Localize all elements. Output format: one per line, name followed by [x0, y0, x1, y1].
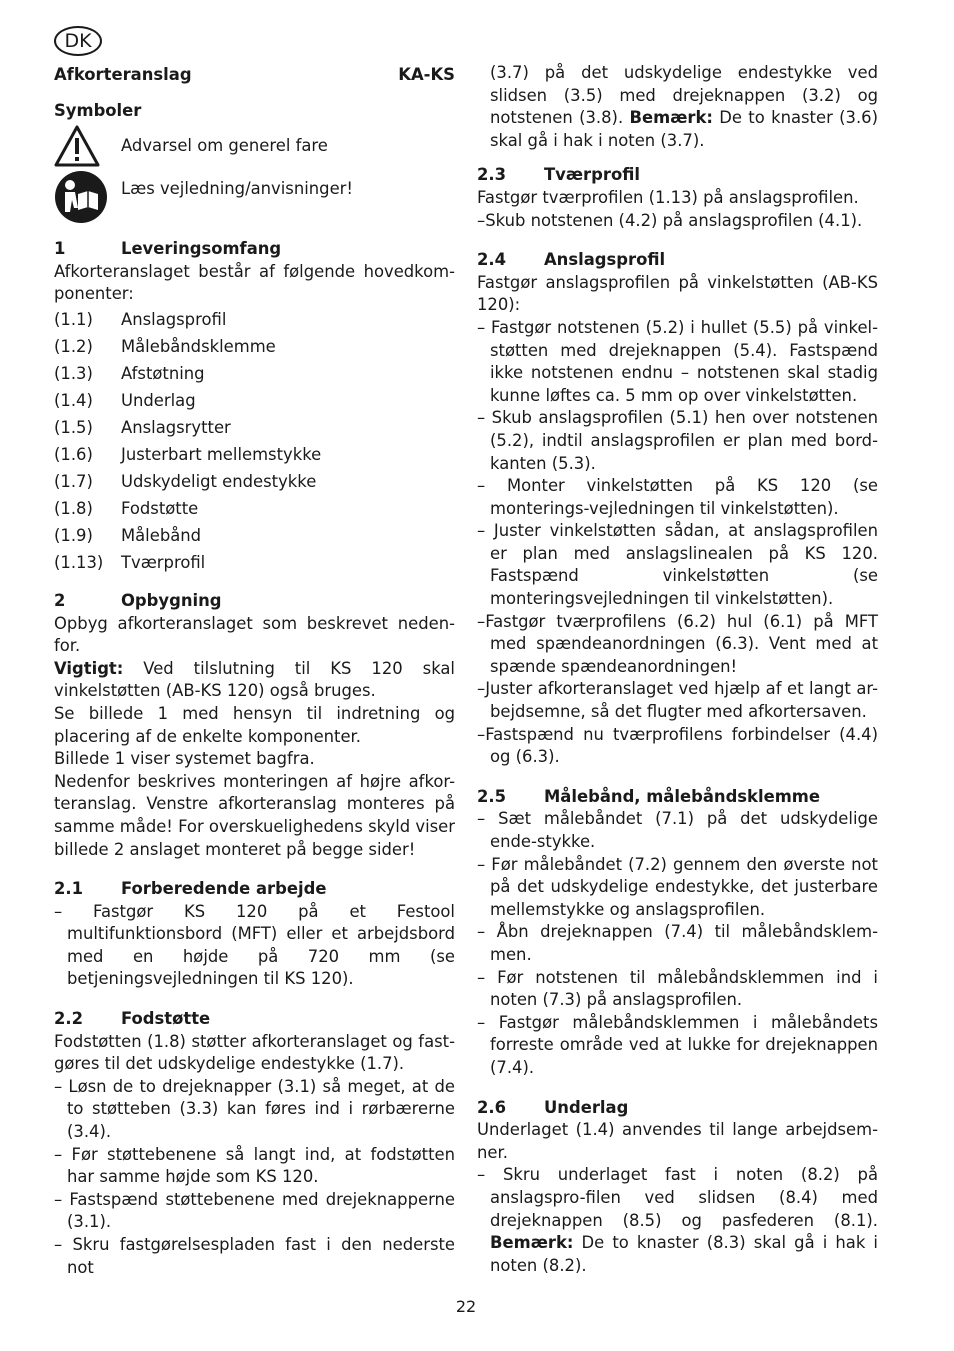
component-item: (1.7) Udskydeligt endestykke [54, 471, 317, 491]
warning-text: Advarsel om generel fare [121, 136, 328, 156]
section-2-5-bullet: – Sæt målebåndet (7.1) på det udskydelige ende-stykke. [477, 809, 878, 851]
symbol-manual-row [54, 172, 455, 228]
component-item: (1.13) Tværprofil [54, 552, 206, 572]
component-item: (1.8) Fodstøtte [54, 498, 199, 518]
left-column [54, 62, 455, 1279]
read-manual-icon [54, 170, 108, 224]
section-2-1-bullet: – Fastgør KS 120 på et Festool multifunktionsbord (MFT) eller et arbejdsbord med en højde på 720 mm (se betjeningsvejledningen til KS 120). [54, 901, 455, 989]
section-2-2-p1: Fodstøtten (1.8) støtter afkorteranslaget og fast-gøres til det udskydelige endestykke (1.7). [54, 1031, 455, 1074]
section-2-2-bullet: – Løsn de to drejeknapper (3.1) så meget, at de to støtteben (3.3) kan føres ind i rørbærerne (3.4). [54, 1076, 455, 1142]
section-2-1 [54, 878, 455, 991]
section-2-2 [54, 1008, 455, 1279]
section-2-4 [477, 249, 878, 769]
section-1-intro: Afkorteranslaget består af følgende hovedkom-ponenter: [54, 261, 455, 304]
section-2-3-heading: 2.3 Tværprofil [477, 165, 640, 185]
section-2-4-bullet: – Skub anslagsprofilen (5.1) hen over notstenen (5.2), indtil anslagsprofilen er plan med bord-kanten (5.3). [477, 408, 878, 473]
section-2-2-heading: 2.2 Fodstøtte [54, 1009, 211, 1029]
section-2-3-p2: –Skub notstenen (4.2) på anslagsprofilen (4.1). [477, 210, 863, 230]
section-2-4-p1: Fastgør anslagsprofilen på vinkelstøtten (AB-KS 120): [477, 272, 878, 315]
warning-triangle-icon [54, 124, 100, 168]
section-2-important: Vigtigt: Ved tilslutning til KS 120 skal vinkelstøtten (AB-KS 120) også bruges. [54, 658, 455, 701]
section-2-heading: 2 Opbygning [54, 590, 222, 610]
section-2-2-bullet: – Skru fastgørelsespladen fast i den nederste not [54, 1235, 455, 1277]
language-badge: DK [54, 26, 102, 56]
component-item: (1.9) Målebånd [54, 525, 202, 545]
section-2-p1: Opbyg afkorteranslaget som beskrevet neden-for. [54, 613, 455, 656]
section-2-3-p1: Fastgør tværprofilen (1.13) på anslagsprofilen. [477, 187, 859, 207]
component-list [54, 306, 455, 576]
section-2-5-bullet: – Før notstenen til målebåndsklemmen ind i noten (7.3) på anslagsprofilen. [477, 967, 878, 1010]
section-2-6-heading: 2.6 Underlag [477, 1097, 629, 1117]
document-title: Afkorteranslag [54, 65, 192, 84]
component-item: (1.4) Underlag [54, 390, 196, 410]
symbols-heading: Symboler [54, 100, 142, 120]
section-2-4-bullet: – Fastgør notstenen (5.2) i hullet (5.5) på vinkel-støtten med drejeknappen (5.4). Fastspænd ikke notstenen endnu – notstenen skal stadig kunne løftes ca. 5 mm op over vinkelstøtten. [477, 317, 878, 405]
section-2-1-heading: 2.1 Forberedende arbejde [54, 879, 327, 899]
section-2-2-bullet: – Før støttebenene så langt ind, at fodstøtten har samme højde som KS 120. [54, 1144, 455, 1187]
section-2-4-bullet: –Fastgør tværprofilens (6.2) hul (6.1) på MFT med spændeanordningen (6.3). Vent med at spænde spændeanordningen! [477, 611, 878, 676]
section-2-6-p1: Underlaget (1.4) anvendes til lange arbejdsem-ner. [477, 1120, 878, 1162]
section-2-3 [477, 164, 878, 232]
section-2-p3: Billede 1 viser systemet bagfra. [54, 749, 315, 769]
component-item: (1.3) Afstøtning [54, 363, 205, 383]
section-2-p2: Se billede 1 med hensyn til indretning og placering af de enkelte komponenter. [54, 703, 455, 746]
manual-text: Læs vejledning/anvisninger! [121, 179, 353, 199]
right-column [477, 62, 878, 1277]
section-2 [54, 590, 455, 861]
component-item: (1.6) Justerbart mellemstykke [54, 444, 322, 464]
symbol-warning-row [54, 124, 455, 172]
section-2-4-bullet: – Juster vinkelstøtten sådan, at anslagsprofilen er plan med anslagslinealen på KS 120. Fastspænd vinkelstøtten (se monteringsvejledningen til vinkelstøtten). [477, 521, 878, 609]
page-number: 22 [455, 1297, 477, 1316]
section-2-4-bullet: – Monter vinkelstøtten på KS 120 (se monterings-vejledningen til vinkelstøtten). [477, 476, 878, 518]
section-2-p4: Nedenfor beskrives monteringen af højre afkor-teranslag. Venstre afkorteranslag monteres på samme måde! For overskuelighedens skyld viser billede 2 anslaget monteret på begge sider! [54, 771, 456, 859]
section-2-6 [477, 1097, 878, 1278]
section-2-5-bullet: – Fastgør målebåndsklemmen i målebåndets forreste område ved at lukke for drejeknappen (7.4). [477, 1012, 878, 1077]
section-2-4-heading: 2.4 Anslagsprofil [477, 250, 666, 270]
component-item: (1.1) Anslagsprofil [54, 309, 227, 329]
section-1 [54, 238, 455, 576]
component-item: (1.5) Anslagsrytter [54, 417, 231, 437]
section-1-heading: 1 Leveringsomfang [54, 239, 282, 259]
section-2-5 [477, 786, 878, 1080]
section-2-2-bullet: – Fastspænd støttebenene med drejeknapperne (3.1). [54, 1189, 455, 1232]
section-2-5-heading: 2.5 Målebånd, målebåndsklemme [477, 786, 820, 806]
section-2-6-bullet: – Skru underlaget fast i noten (8.2) på anslagspro-filen ved slidsen (8.4) med drejeknappen (8.5) og pasfederen (8.1). Bemærk: De to knaster (8.3) skal gå i hak i noten (8.2). [477, 1165, 878, 1275]
model-code: KA-KS [398, 65, 455, 84]
section-2-4-bullet: –Fastspænd nu tværprofilens forbindelser (4.4) og (6.3). [477, 724, 878, 767]
component-item: (1.2) Målebåndsklemme [54, 336, 276, 356]
section-2-2-continued: (3.7) på det udskydelige endestykke ved slidsen (3.5) med drejeknappen (3.2) og notstenen (3.8). Bemærk: De to knaster (3.6) skal gå i hak i noten (3.7). [490, 63, 879, 150]
document-header [54, 64, 455, 87]
section-2-5-bullet: – Før målebåndet (7.2) gennem den øverste not på det udskydelige endestykke, det justerbare mellemstykke og anslagsprofilen. [477, 854, 878, 919]
section-2-5-bullet: – Åbn drejeknappen (7.4) til målebåndsklem-men. [477, 922, 878, 964]
section-2-4-bullet: –Juster afkorteranslaget ved hjælp af et langt ar-bejdsemne, så det flugter med afkortersaven. [477, 679, 878, 722]
